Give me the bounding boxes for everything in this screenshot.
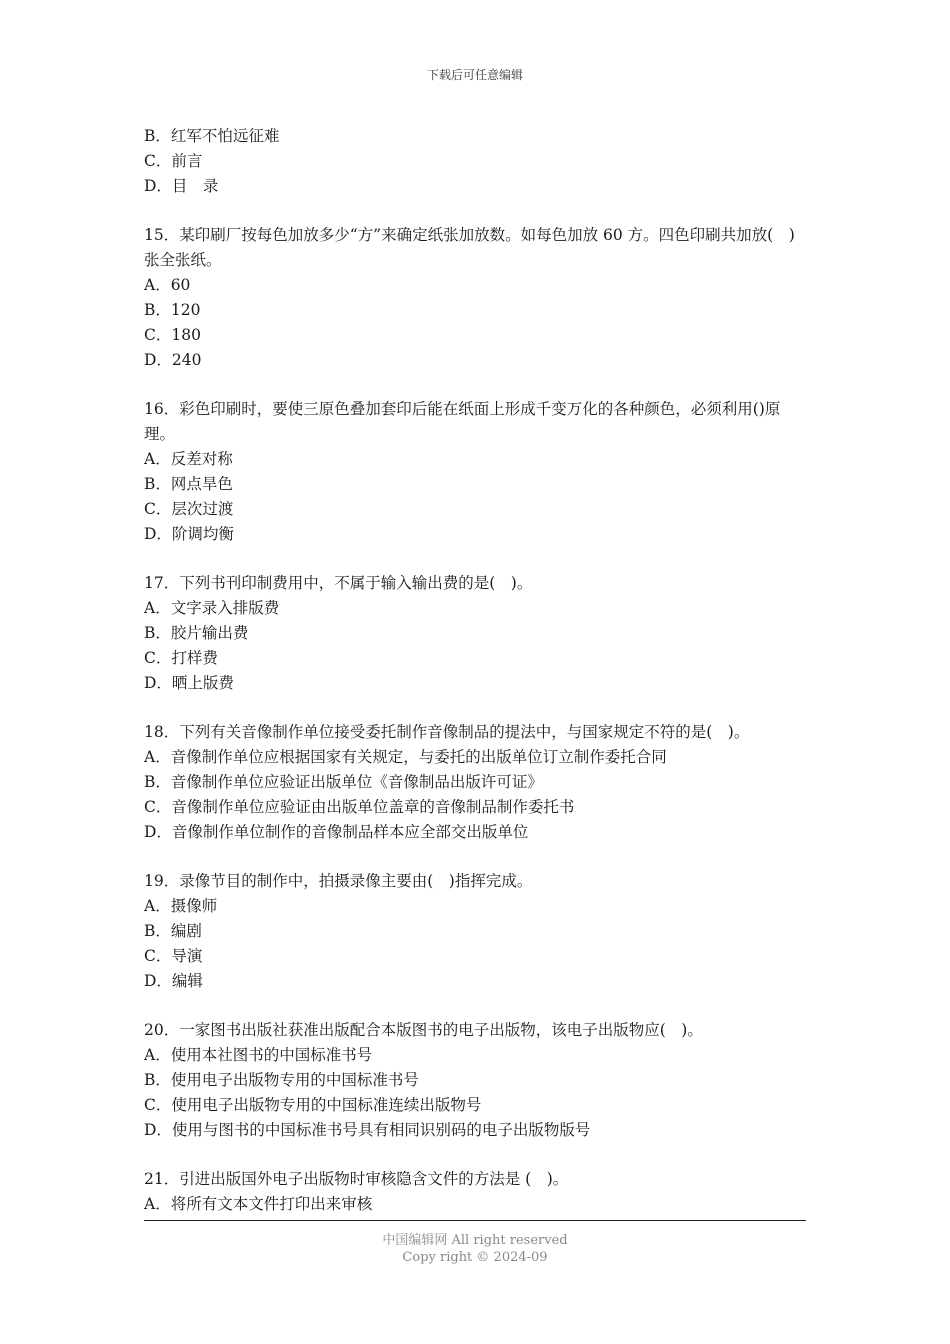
option-c: C．音像制作单位应验证由出版单位盖章的音像制品制作委托书 <box>144 798 575 816</box>
option-d: D．音像制作单位制作的音像制品样本应全部交出版单位 <box>144 823 529 841</box>
question-stem: 21．引进出版国外电子出版物时审核隐含文件的方法是 ( )。 <box>144 1170 569 1188</box>
page-header: 下载后可任意编辑 <box>426 68 523 82</box>
question-stem: 17．下列书刊印制费用中，不属于输入输出费的是( )。 <box>144 574 533 592</box>
option-a: A．将所有文本文件打印出来审核 <box>144 1195 373 1213</box>
option-b: B．编剧 <box>144 922 202 940</box>
option-b: B．音像制作单位应验证出版单位《音像制品出版许可证》 <box>144 773 543 791</box>
option-d: D．240 <box>144 351 202 369</box>
footer-divider <box>144 1220 806 1221</box>
option-d: D．阶调均衡 <box>144 525 234 543</box>
option-b: B．胶片输出费 <box>144 624 249 642</box>
question-18 <box>144 720 806 845</box>
question-20 <box>144 1018 806 1143</box>
question-stem: 15．某印刷厂按每色加放多少“方”来确定纸张加放数。如每色加放 60 方。四色印刷共加放( )张全张纸。 <box>144 226 795 269</box>
question-list <box>144 124 806 1217</box>
option-c: C．导演 <box>144 947 203 965</box>
question-21 <box>144 1167 806 1217</box>
question-stem: 20．一家图书出版社获准出版配合本版图书的电子出版物，该电子出版物应( )。 <box>144 1021 703 1039</box>
option-a: A．反差对称 <box>144 450 233 468</box>
option-a: A．摄像师 <box>144 897 218 915</box>
page-footer <box>0 1232 950 1266</box>
option-c: C．层次过渡 <box>144 500 234 518</box>
option-a: A．音像制作单位应根据国家有关规定，与委托的出版单位订立制作委托合同 <box>144 748 667 766</box>
question-19 <box>144 869 806 994</box>
question-stem: 18．下列有关音像制作单位接受委托制作音像制品的提法中，与国家规定不符的是( )。 <box>144 723 750 741</box>
option-a: A．文字录入排版费 <box>144 599 280 617</box>
option-c: C．前言 <box>144 152 203 170</box>
question-17 <box>144 571 806 696</box>
option-c: C．使用电子出版物专用的中国标准连续出版物号 <box>144 1096 482 1114</box>
question-stem: 19．录像节目的制作中，拍摄录像主要由( )指挥完成。 <box>144 872 533 890</box>
option-a: A．使用本社图书的中国标准书号 <box>144 1046 373 1064</box>
option-c: C．180 <box>144 326 201 344</box>
option-b: B．网点旱色 <box>144 475 233 493</box>
question-15 <box>144 223 806 373</box>
option-d: D．使用与图书的中国标准书号具有相同识别码的电子出版物版号 <box>144 1121 591 1139</box>
footer-copyright: 中国编辑网 All right reserved <box>382 1233 568 1248</box>
option-d: D．目 录 <box>144 177 219 195</box>
question-stem: 16．彩色印刷时，要使三原色叠加套印后能在纸面上形成千变万化的各种颜色，必须利用()原理。 <box>144 400 781 443</box>
option-a: A．60 <box>144 276 191 294</box>
option-d: D．晒上版费 <box>144 674 234 692</box>
question-14-tail <box>144 124 806 199</box>
option-b: B．使用电子出版物专用的中国标准书号 <box>144 1071 419 1089</box>
option-b: B．120 <box>144 301 201 319</box>
option-b: B．红军不怕远征难 <box>144 127 280 145</box>
option-c: C．打样费 <box>144 649 218 667</box>
question-16 <box>144 397 806 547</box>
footer-date: Copy right © 2024-09 <box>402 1250 548 1265</box>
option-d: D．编辑 <box>144 972 203 990</box>
